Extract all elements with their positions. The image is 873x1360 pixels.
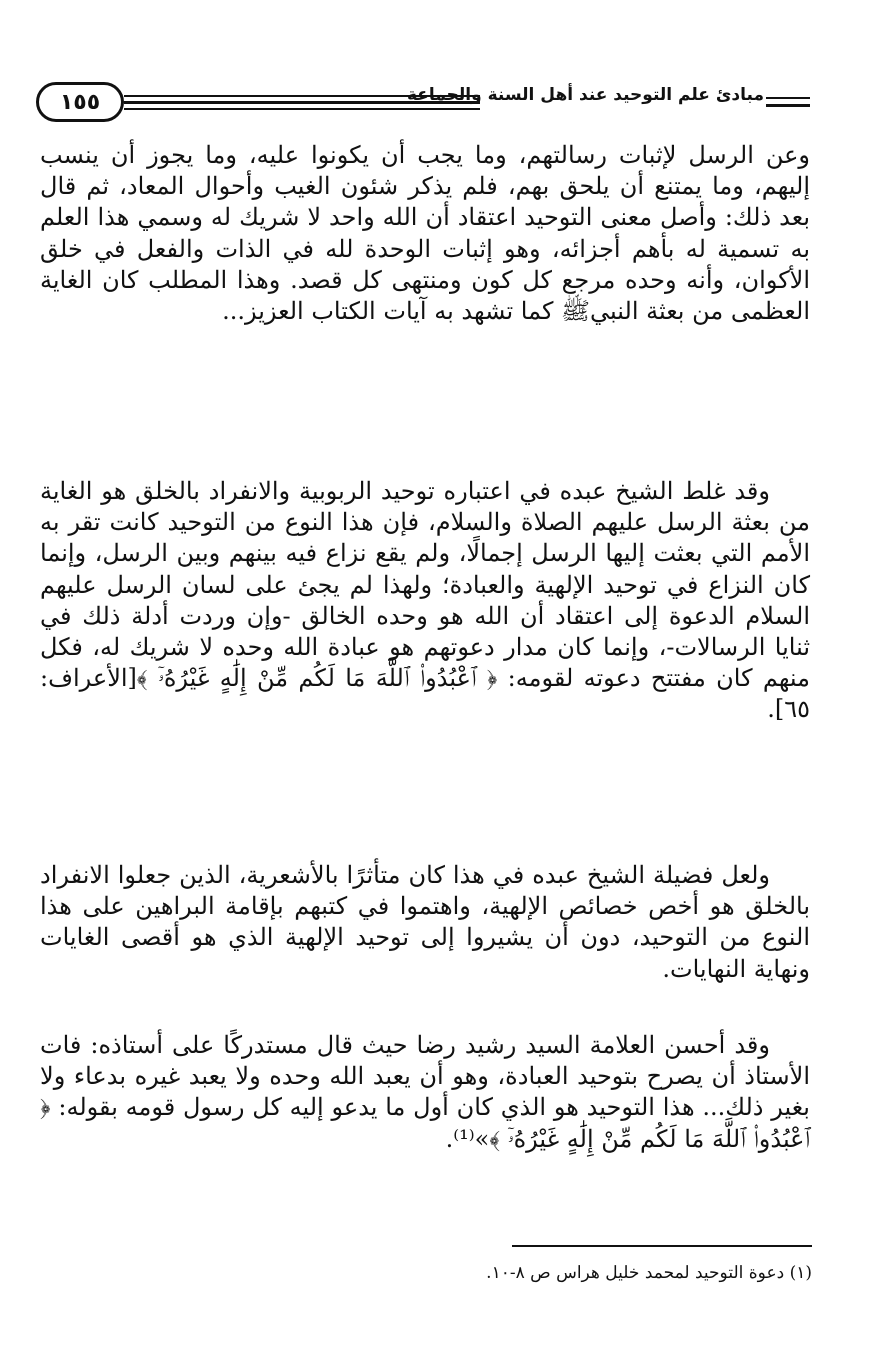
- paragraph-2: وقد غلط الشيخ عبده في اعتباره توحيد الربوبية والانفراد بالخلق هو الغاية من بعثة الرسل عليهم الصلاة والسلام، فإن هذا النوع من التوحيد كانت تقر به الأمم التي بعثت إليها الرسل إجمالًا، ولم يقع نزاع فيه بينهم وبين الرسل، وإنما كان النزاع في توحيد الإلهية والعبادة؛ ولهذا لم يجئ على لسان الرسل عليهم السلام الدعوة إلى اعتقاد أن الله هو وحده الخالق -وإن وردت أدلة ذلك في ثنايا الرسالات-، وإنما كان مدار دعوتهم هو عبادة الله وحده لا شريك له، فكل منهم كان مفتتح دعوته لقومه: ﴿ ٱعْبُدُوا۟ ٱللَّهَ مَا لَكُم مِّنْ إِلَٰهٍ غَيْرُهُۥٓ ﴾[الأعراف: ٦٥].: [40, 477, 811, 724]
- paragraph-4: وقد أحسن العلامة السيد رشيد رضا حيث قال مستدركًا على أستاذه: فات الأستاذ أن يصرح بتوحيد العبادة، وهو أن يعبد الله وحده ولا يعبد غيره بدعاء ولا بغير ذلك... هذا التوحيد هو الذي كان أول ما يدعو إليه كل رسول قومه بقوله: ﴿ ٱعْبُدُوا۟ ٱللَّهَ مَا لَكُم مِّنْ إِلَٰهٍ غَيْرُهُۥٓ ﴾»⁽¹⁾.: [40, 1031, 810, 1153]
- paragraph-3: ولعل فضيلة الشيخ عبده في هذا كان متأثرًا بالأشعرية، الذين جعلوا الانفراد بالخلق هو أخص خصائص الإلهية، واهتموا في كتبهم بإقامة البراهين على هذا النوع من التوحيد، دون أن يشيروا إلى توحيد الإلهية الذي هو أقصى الغايات ونهاية النهايات.: [40, 861, 810, 983]
- header-rule: [766, 104, 810, 107]
- running-header: [36, 82, 810, 126]
- running-title: مبادئ علم التوحيد عند أهل السنة والجماعة: [406, 85, 764, 105]
- paragraph-1: وعن الرسل لإثبات رسالتهم، وما يجب أن يكونوا عليه، وما يجوز أن ينسب إليهم، وما يمتنع أن يلحق بهم، فلم يذكر شئون الغيب وأحوال المعاد، ثم قال بعد ذلك: وأصل معنى التوحيد اعتقاد أن الله واحد لا شريك له وسمي هذا العلم به تسمية له بأهم أجزائه، وهو إثبات الوحدة لله في الذات والفعل في خلق الأكوان، وأنه وحده مرجع كل كون ومنتهى كل قصد. وهذا المطلب كان الغاية العظمى من بعثة النبيﷺ كما تشهد به آيات الكتاب العزيز...: [40, 141, 810, 325]
- page-number: ١٥٥: [36, 82, 124, 122]
- footnote-separator: [512, 1245, 812, 1247]
- header-rule: [124, 108, 480, 110]
- footnote: (١) دعوة التوحيد لمحمد خليل هراس ص ٨-١٠.: [486, 1263, 812, 1283]
- header-rule: [766, 97, 810, 99]
